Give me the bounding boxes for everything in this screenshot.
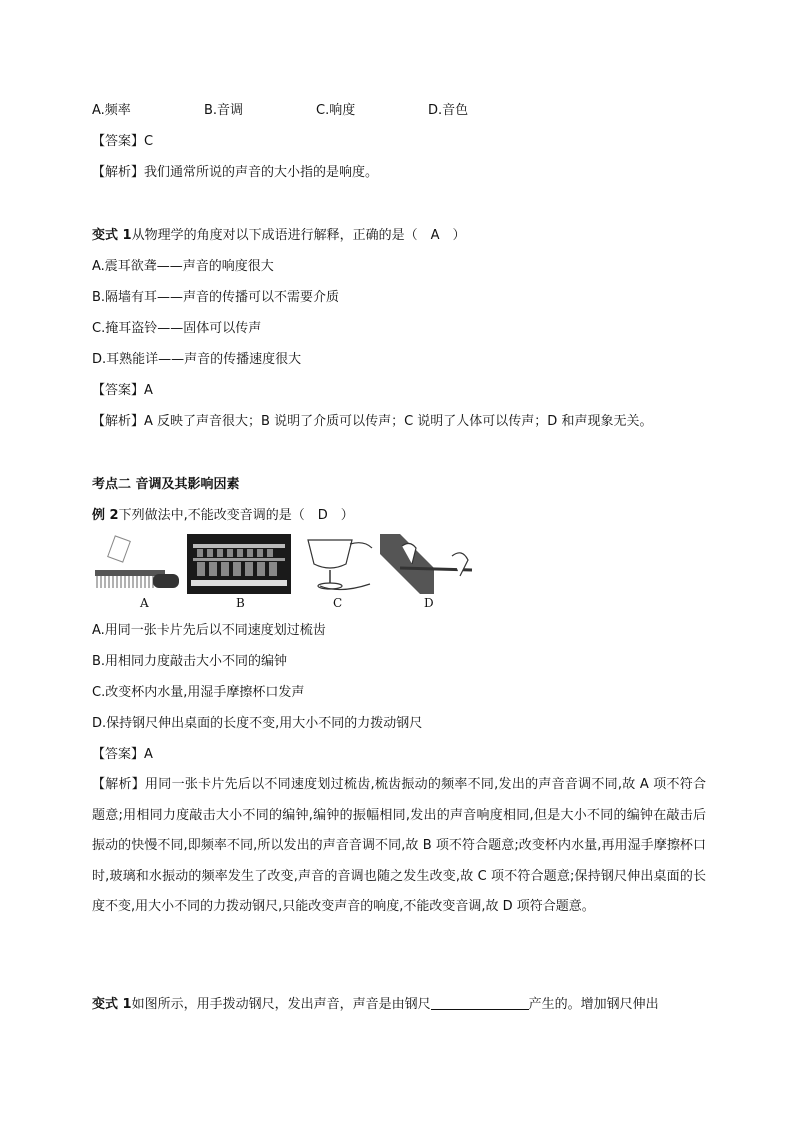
figure-caption-a: A — [140, 596, 149, 610]
answer-label: 【答案】 — [92, 134, 145, 149]
example2-option-b: B.用相同力度敲击大小不同的编钟 — [92, 654, 288, 669]
example2-analysis — [92, 770, 706, 923]
section-title: 考点二 音调及其影响因素 — [92, 477, 240, 492]
example2-question — [92, 506, 354, 526]
option-a: A.频率 — [92, 103, 131, 118]
answer-label: 【答案】 — [92, 747, 145, 762]
option-b: B.音调 — [204, 103, 244, 118]
analysis-label: 【解析】 — [92, 414, 145, 429]
variant1-option-d: D.耳熟能详——声音的传播速度很大 — [92, 352, 302, 367]
wine-glass-figure — [300, 534, 374, 594]
analysis-text: 用同一张卡片先后以不同速度划过梳齿,梳齿振动的频率不同,发出的声音音调不同,故 A 项不符合题意;用相同力度敲击大小不同的编钟,编钟的振幅相同,发出的声音响度相同,但是大小不同的编钟在敲击后振动的快慢不同,即频率不同,所以发出的声音音调不同,故 B 项不符合题意;改变杯内水量,再用湿手摩擦杯口时,玻璃和水振动的频率发生了改变,声音的音调也随之发生改变,故 C 项不符合题意;保持钢尺伸出桌面的长度不变,用大小不同的力拨动钢尺,只能改变声音的响度,不能改变音调,故 D 项符合题意。 — [92, 777, 706, 915]
variant1b-text-before: 如图所示，用手拨动钢尺，发出声音，声音是由钢尺 — [131, 997, 431, 1012]
answer-value: A — [144, 747, 153, 762]
example2-option-d: D.保持钢尺伸出桌面的长度不变,用大小不同的力拨动钢尺 — [92, 716, 423, 731]
variant1-option-a: A.震耳欲聋——声音的响度很大 — [92, 259, 274, 274]
figure-caption-b: B — [236, 596, 245, 610]
answer-label: 【答案】 — [92, 383, 145, 398]
figure-caption-c: C — [333, 596, 343, 610]
option-d: D.音色 — [428, 103, 469, 118]
variant1-question — [92, 226, 465, 246]
example2-label: 例 2 — [92, 508, 119, 523]
comb-card-figure — [93, 534, 181, 594]
analysis-label: 【解析】 — [92, 165, 145, 180]
example2-answer-line — [92, 745, 153, 765]
variant1-label: 变式 1 — [92, 228, 132, 243]
answer-line — [92, 132, 153, 152]
bianzhong-bells-figure — [187, 534, 291, 594]
variant1-analysis-line — [92, 412, 652, 432]
answer-value: C — [144, 134, 154, 149]
variant1b-question — [92, 995, 659, 1015]
analysis-line — [92, 163, 378, 183]
analysis-label: 【解析】 — [92, 777, 146, 792]
option-c: C.响度 — [316, 103, 356, 118]
steel-ruler-figure — [380, 534, 474, 594]
variant1-answer-line — [92, 381, 153, 401]
variant1-option-b: B.隔墙有耳——声音的传播可以不需要介质 — [92, 290, 340, 305]
example2-option-c: C.改变杯内水量,用湿手摩擦杯口发声 — [92, 685, 305, 700]
answer-value: A — [144, 383, 153, 398]
variant1b-label: 变式 1 — [92, 997, 132, 1012]
analysis-text: 我们通常所说的声音的大小指的是响度。 — [144, 165, 379, 180]
fill-in-blank[interactable] — [431, 995, 529, 1010]
variant1b-text-after: 产生的。增加钢尺伸出 — [528, 997, 659, 1012]
example2-option-a: A.用同一张卡片先后以不同速度划过梳齿 — [92, 623, 326, 638]
variant1-option-c: C.掩耳盗铃——固体可以传声 — [92, 321, 262, 336]
analysis-text: A 反映了声音很大；B 说明了介质可以传声；C 说明了人体可以传声；D 和声现象无关。 — [144, 414, 653, 429]
variant1-question-text: 从物理学的角度对以下成语进行解释，正确的是（ A ） — [131, 228, 466, 243]
example2-question-text: 下列做法中,不能改变音调的是（ D ） — [118, 508, 354, 523]
figure-caption-d: D — [424, 596, 434, 610]
